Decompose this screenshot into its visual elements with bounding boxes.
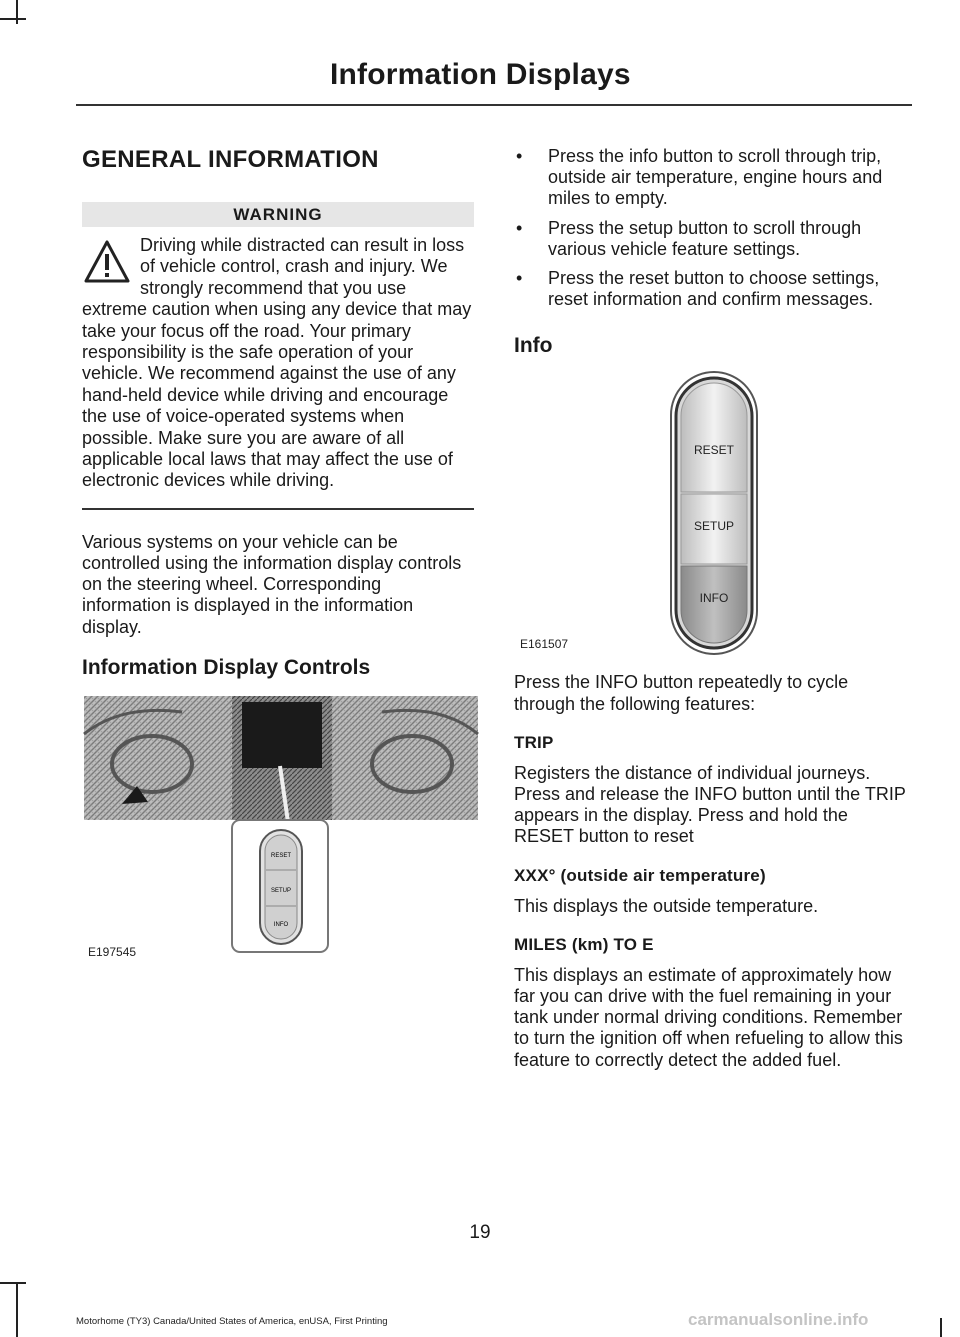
watermark: carmanualsonline.info bbox=[688, 1310, 869, 1329]
list-item: • Press the reset button to choose settings, reset information and confirm messages. bbox=[516, 268, 880, 310]
feature-title-trip: TRIP bbox=[514, 732, 554, 752]
figure-button-info-label: INFO bbox=[273, 921, 289, 928]
figure-button-reset-label: RESET bbox=[270, 852, 292, 859]
section-title: GENERAL INFORMATION bbox=[82, 146, 379, 173]
figure-code: E197545 bbox=[88, 944, 137, 959]
crop-mark-top-left bbox=[16, 0, 18, 24]
warning-box bbox=[82, 235, 474, 492]
info-button-stack-figure bbox=[514, 370, 908, 660]
feature-text-trip: Registers the distance of individual journeys. Press and release the INFO button until the TRIP appears in the display. Press and hold the RESET button to reset bbox=[514, 762, 906, 847]
bullet-dot: • bbox=[516, 268, 523, 289]
crop-mark-bottom-left-h bbox=[0, 1282, 26, 1284]
warning-divider bbox=[82, 508, 474, 510]
warning-label: WARNING bbox=[82, 202, 474, 227]
list-item: • Press the setup button to scroll through various vehicle feature settings. bbox=[516, 217, 862, 259]
controls-bullet-list bbox=[514, 146, 908, 310]
header-divider bbox=[76, 104, 912, 106]
button-reset-label: RESET bbox=[693, 443, 735, 458]
feature-title-miles-to-empty: MILES (km) TO E bbox=[514, 934, 654, 954]
list-item: • Press the info button to scroll through trip, outside air temperature, engine hours and miles to empty. bbox=[516, 146, 883, 209]
figure-code: E161507 bbox=[520, 637, 569, 652]
crop-mark-bottom-right bbox=[940, 1318, 942, 1337]
edition-line: Motorhome (TY3) Canada/United States of America, enUSA, First Printing bbox=[76, 1316, 388, 1327]
feature-text-temperature: This displays the outside temperature. bbox=[514, 895, 819, 916]
warning-text: Driving while distracted can result in loss of vehicle control, crash and injury. We strongly recommend that you use extreme caution when using any device that may take your focus off the road. Your primary responsibility is the safe operation of your vehicle. We recommend against the use of any hand-held device while driving and encourage the use of voice-operated systems when possible. Make sure you are aware of all applicable local laws that may affect the use of electronic devices while driving. bbox=[82, 235, 472, 491]
bullet-dot: • bbox=[516, 146, 523, 166]
page-number: 19 bbox=[469, 1222, 491, 1243]
button-info-label: INFO bbox=[699, 591, 729, 606]
info-intro: Press the INFO button repeatedly to cycle through the following features: bbox=[514, 672, 849, 714]
steering-wheel-controls-figure bbox=[82, 694, 480, 966]
button-setup-label: SETUP bbox=[693, 519, 735, 534]
intro-paragraph: Various systems on your vehicle can be controlled using the information display controls on the steering wheel. Corresponding information is displayed in the information display. bbox=[82, 531, 462, 637]
left-column bbox=[82, 146, 474, 966]
feature-title-temperature: XXX° (outside air temperature) bbox=[514, 865, 766, 885]
figure-button-setup-label: SETUP bbox=[270, 887, 292, 894]
crop-mark-bottom-left bbox=[16, 1282, 18, 1337]
crop-mark-top-left-h bbox=[0, 18, 26, 20]
feature-text-miles-to-empty: This displays an estimate of approximately how far you can drive with the fuel remaining in your tank under normal driving conditions. Remember to turn the ignition off when refueling to allow this feature to correctly detect the added fuel. bbox=[514, 964, 903, 1070]
info-heading: Info bbox=[514, 334, 553, 358]
right-column bbox=[514, 146, 908, 1089]
page-header-title: Information Displays bbox=[330, 58, 631, 91]
controls-heading: Information Display Controls bbox=[82, 655, 371, 679]
bullet-dot: • bbox=[516, 217, 523, 238]
warning-triangle-icon bbox=[84, 239, 130, 285]
